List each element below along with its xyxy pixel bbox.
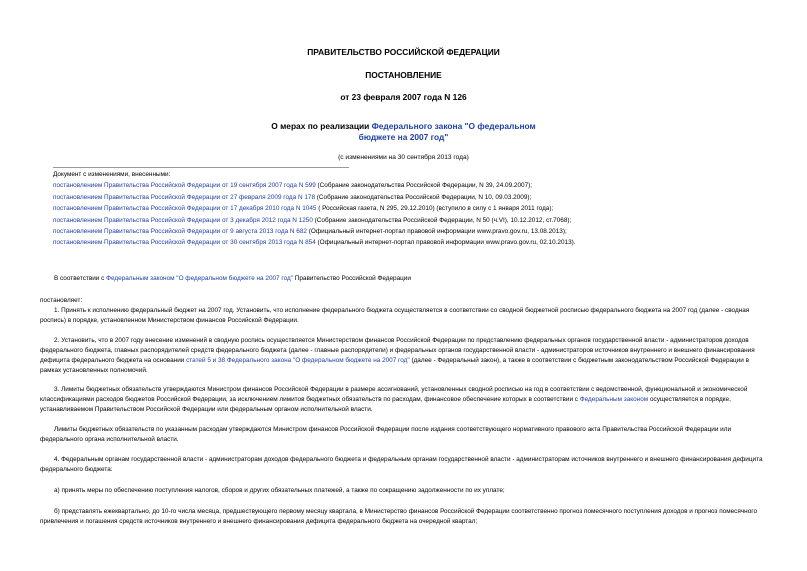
document-title [0,121,807,143]
change-source: ( Российская газета, N 295, 29.12.2010) (вступило в силу с 1 января 2011 года); [316,205,554,212]
date-number-heading: от 23 февраля 2007 года N 126 [340,92,467,102]
federal-law-link[interactable]: Федеральным законом [579,396,649,403]
change-source: (Официальный интернет-портал правовой информации www.pravo.gov.ru, 13.08.2013); [306,228,567,235]
paragraph-3-text-end: осуществляется в порядке, устанавливаемом Правительством Российской Федерации или федеральным органом исполнительной власти. [40,396,731,413]
articles-link[interactable]: статей 5 и 38 Федерального закона "О федеральном бюджете на 2007 год" [186,357,410,364]
edition-note: (с изменениями на 30 сентября 2013 года) [338,154,469,161]
paragraph-2 [40,336,768,376]
change-source: (Собрание законодательства Российской Федерации, N 39, 24.09.2007); [315,182,533,189]
change-item [53,205,553,213]
change-link[interactable]: постановлением Правительства Российской Федерации от 19 сентября 2007 года N 599 [53,182,316,189]
paragraph-4a: а) принять меры по обеспечению поступления налогов, сборов и других обязательных платежей, а также по сокращению задолженности по их уплате; [54,487,505,494]
paragraph-1: 1. Принять к исполнению федеральный бюджет на 2007 год. Установить, что исполнение федерального бюджета осуществляется в соответствии со сводной бюджетной росписью федерального бюджета на 2007 год (далее - сводная роспись) в порядке, установленном Министерством финансов Российской Федерации. [40,307,750,324]
title-law-link-line2[interactable]: бюджете на 2007 год" [358,132,449,142]
paragraph-2-text: 2. Установить, что в 2007 году внесение изменений в сводную роспись осуществляется Министерством финансов Российской Федерации по представлению федеральных органов государственной власти - администраторов доходов федерального бюджета, главных распорядителей средств федерального бюджета (далее - главные распорядители) и федеральных органов государственной власти - администраторов источников внутреннего и внешнего финансирования дефицита федерального бюджета на основании [40,337,755,364]
paragraph-3 [40,385,768,415]
change-item [53,194,531,202]
divider [53,167,349,168]
preamble-law-link[interactable]: Федеральным законом "О федеральном бюджете на 2007 год" [106,275,293,282]
paragraph-4: 4. Федеральным органам государственной власти - администраторам доходов федерального бюджета и федеральным органам государственной власти - администраторам источников внутреннего и внешнего финансирования дефицита федерального бюджета: [40,456,763,473]
change-source: (Собрание законодательства Российской Федерации, N 50 (ч.VI), 10.12.2012, ст.7068); [312,217,572,224]
change-item [53,182,532,190]
change-source: (Официальный интернет-портал правовой информации www.pravo.gov.ru, 02.10.2013). [315,239,576,246]
change-link[interactable]: постановлением Правительства Российской Федерации от 27 февраля 2009 года N 178 [53,194,316,201]
document-type-heading: ПОСТАНОВЛЕНИЕ [365,70,442,80]
preamble-text-end: Правительство Российской Федерации [292,275,411,282]
change-item [53,239,576,247]
paragraph-3-continued: Лимиты бюджетных обязательств по указанным расходам утверждаются Министром финансов Российской Федерации после издания соответствующего нормативного правового акта Правительства Российской Федерации или федерального органа исполнительной власти. [40,426,732,443]
change-link[interactable]: постановлением Правительства Российской Федерации от 17 декабря 2010 года N 1045 [53,205,317,212]
change-link[interactable]: постановлением Правительства Российской Федерации от 30 сентября 2013 года N 854 [53,239,316,246]
paragraph-4b: б) представлять ежеквартально, до 10-го числа месяца, предшествующего первому месяцу квартала, в Министерство финансов Российской Федерации соответственно прогноз помесячного поступления доходов и прогноз помесячного привлечения и погашения средств источников внутреннего и внешнего финансирования дефицита федерального бюджета на очередной квартал; [40,508,757,525]
preamble-text: В соответствии с [54,275,107,282]
paragraph-2-text-end: (далее - Федеральный закон), а также в соответствии с бюджетным законодательством Российской Федерации в рамках установленных полномочий. [40,357,750,374]
preamble [40,274,768,284]
change-source: (Собрание законодательства Российской Федерации, N 10, 09.03.2009); [315,194,532,201]
change-link[interactable]: постановлением Правительства Российской Федерации от 9 августа 2013 года N 682 [53,228,307,235]
change-item [53,228,567,236]
paragraph-3-text: 3. Лимиты бюджетных обязательств утверждаются Министром финансов Российской Федерации в размере ассигнований, установленных сводной росписью на год в соответствии с ведомственной, функциональной и экономической классификациями расходов бюджетов Российской Федерации, за исключением лимитов бюджетных обязательств по расходам, финансовое обеспечение которых в соответствии с [40,386,748,403]
change-link[interactable]: постановлением Правительства Российской Федерации от 3 декабря 2012 года N 1250 [53,217,313,224]
decrees-label: постановляет: [40,297,83,304]
title-prefix: О мерах по реализации [271,121,372,131]
changes-intro: Документ с изменениями, внесенными: [53,171,171,178]
change-item [53,217,571,225]
title-law-link[interactable]: Федерального закона "О федеральном [371,121,536,131]
government-heading: ПРАВИТЕЛЬСТВО РОССИЙСКОЙ ФЕДЕРАЦИИ [307,47,500,57]
